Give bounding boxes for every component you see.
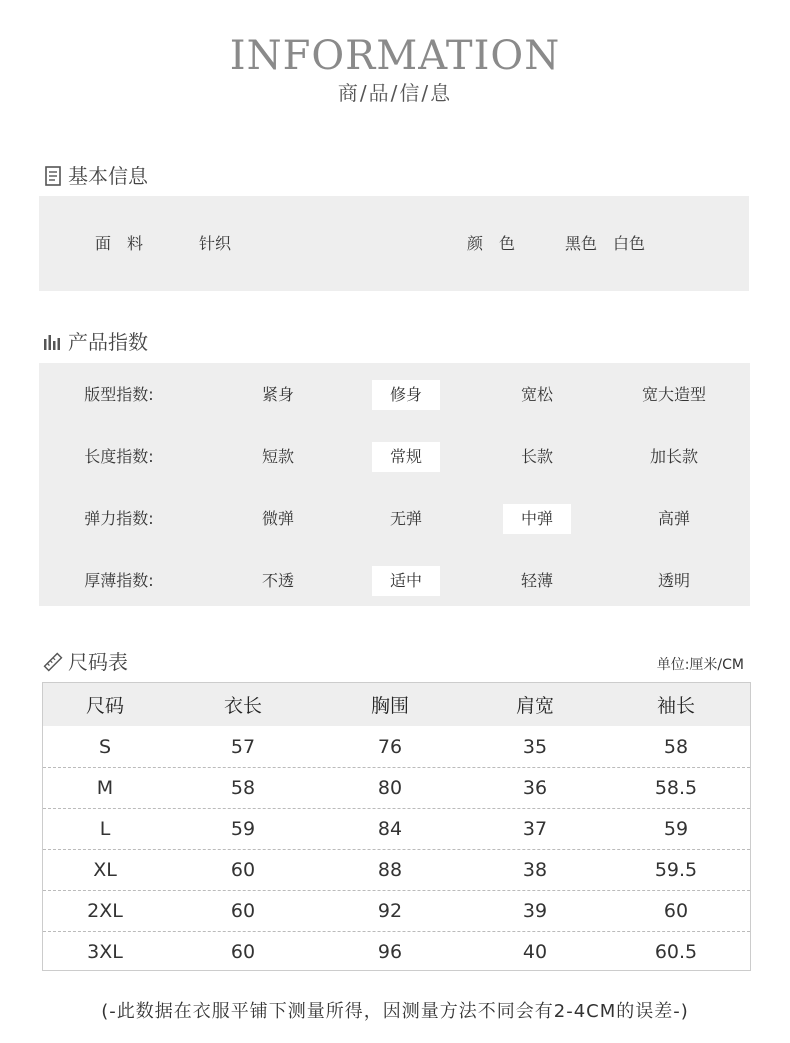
index-option: 高弹 [657,509,690,528]
measurement-cell: 60.5 [654,941,698,963]
measurement-cell: 80 [377,777,403,799]
index-row [39,566,750,596]
ruler-pencil-icon [42,651,64,673]
fabric-label: 面 料 [95,234,144,253]
index-option-selected: 中弹 [503,504,571,534]
index-option: 短款 [261,447,294,466]
measurement-cell: 92 [377,900,403,922]
index-option-selected: 修身 [372,380,440,410]
index-option: 加长款 [649,447,698,466]
basic-info-title: 基本信息 [68,164,148,188]
index-option-selected: 适中 [372,566,440,596]
index-option: 长款 [520,447,553,466]
fabric-value: 针织 [199,234,232,253]
column-header: 衣长 [223,695,262,717]
size-chart-heading [42,649,128,675]
unit-label: 单位:厘米/CM [656,657,744,673]
measurement-cell: 60 [230,859,256,881]
size-cell: 2XL [87,900,123,922]
size-cell: 3XL [87,941,123,963]
measurement-cell: 88 [377,859,403,881]
page-subtitle: 商/品/信/息 [337,81,453,105]
index-option: 无弹 [389,509,422,528]
index-option: 透明 [657,571,690,590]
table-row [43,849,750,890]
measurement-cell: 58 [663,735,689,758]
index-option-selected: 常规 [372,442,440,472]
basic-info-panel [39,196,749,291]
table-row [43,890,750,931]
index-option: 微弹 [261,509,294,528]
index-option: 紧身 [261,385,294,404]
index-row-label: 弹力指数: [84,509,154,528]
measurement-cell: 59 [230,818,256,840]
measurement-cell: 96 [377,941,403,963]
size-cell: S [98,735,112,758]
bar-chart-icon [42,331,64,353]
size-chart-title: 尺码表 [68,650,128,674]
measurement-cell: 60 [230,941,256,963]
measurement-note: (-此数据在衣服平铺下测量所得，因测量方法不同会有2-4CM的误差-) [101,1001,689,1022]
measurement-cell: 58.5 [654,777,698,799]
measurement-cell: 40 [522,941,548,963]
size-cell: XL [93,859,117,881]
measurement-cell: 57 [230,735,256,758]
measurement-cell: 35 [522,735,548,758]
color-label: 颜 色 [467,234,516,253]
basic-info-heading [42,163,148,189]
size-cell: M [96,777,114,799]
measurement-cell: 38 [522,859,548,881]
measurement-cell: 58 [230,777,256,799]
measurement-cell: 39 [522,900,548,922]
table-row [43,808,750,849]
measurement-cell: 37 [522,818,548,840]
document-icon [42,165,64,187]
index-option: 轻薄 [520,571,553,590]
column-header: 尺码 [85,695,124,717]
size-cell: L [99,818,111,840]
measurement-cell: 76 [377,735,403,758]
index-option: 不透 [261,571,294,590]
table-row [43,931,750,972]
index-option: 宽松 [520,385,553,404]
index-row-label: 厚薄指数: [84,571,154,590]
measurement-cell: 60 [230,900,256,922]
index-row [39,504,750,534]
measurement-cell: 59.5 [654,859,698,881]
column-header: 肩宽 [515,695,554,717]
index-row [39,442,750,472]
measurement-cell: 60 [663,900,689,922]
index-option: 宽大造型 [641,385,706,404]
measurement-cell: 36 [522,777,548,799]
measurement-cell: 59 [663,818,689,840]
column-header: 袖长 [656,695,695,717]
measurement-cell: 84 [377,818,403,840]
index-row [39,380,750,410]
table-row [43,767,750,808]
product-index-title: 产品指数 [68,330,148,354]
index-row-label: 版型指数: [84,385,154,404]
column-header: 胸围 [370,695,409,717]
index-row-label: 长度指数: [84,447,154,466]
product-index-heading [42,329,148,355]
page-title: INFORMATION [229,33,561,79]
product-index-panel [39,363,750,606]
size-table-header [43,683,750,726]
color-values: 黑色 白色 [565,234,646,253]
size-table [42,682,751,971]
table-row [43,726,750,767]
